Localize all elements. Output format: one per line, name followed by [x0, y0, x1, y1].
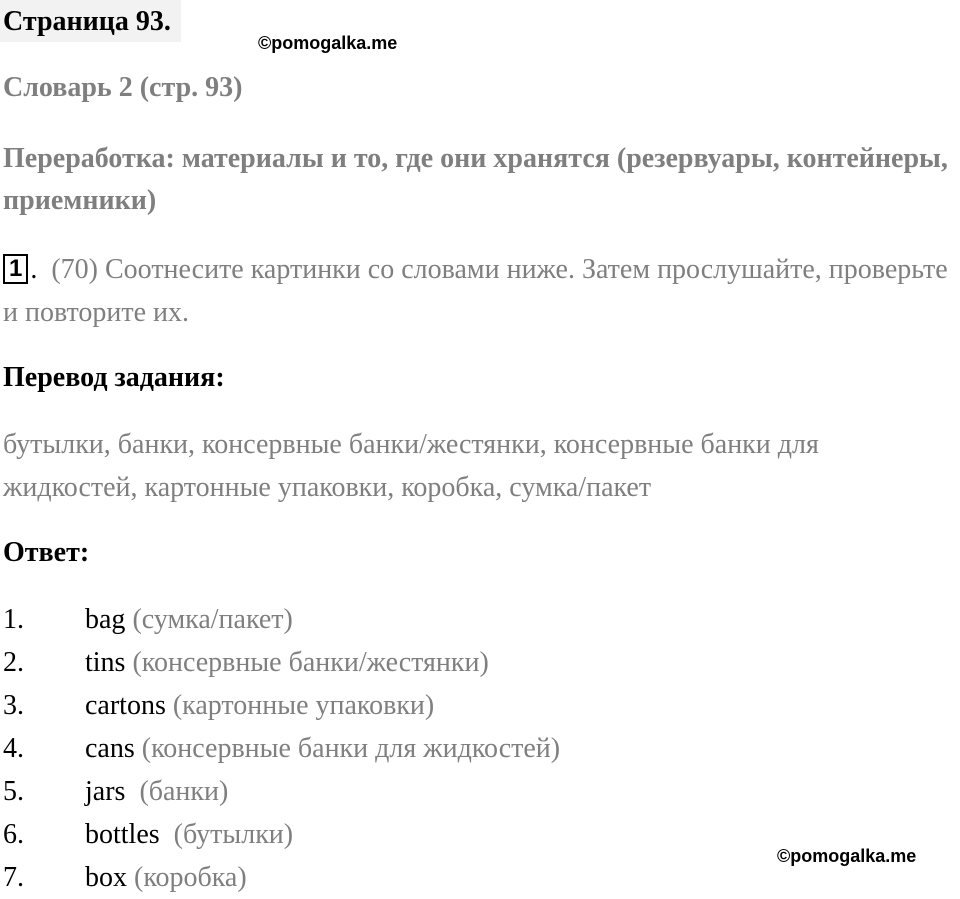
task-number-badge: 1 — [3, 254, 28, 284]
answer-word: box — [85, 862, 127, 893]
answer-word: bottles — [85, 819, 160, 850]
answer-item — [3, 598, 560, 641]
answer-translation: (коробка) — [127, 862, 247, 893]
translation-heading: Перевод задания: — [3, 362, 225, 393]
watermark-top: ©pomogalka.me — [258, 33, 398, 53]
answer-word: cans — [85, 733, 135, 764]
answer-number: 5. — [3, 776, 24, 807]
answer-translation: (консервные банки/жестянки) — [125, 647, 489, 678]
answer-number: 7. — [3, 862, 24, 893]
answer-item — [3, 856, 560, 899]
task-text: (70) Соотнесите картинки со словами ниже. Затем прослушайте, проверьте и повторите их. — [3, 254, 948, 328]
section-title: Словарь 2 (стр. 93) — [3, 72, 243, 103]
answer-heading: Ответ: — [3, 537, 90, 568]
answer-translation: (сумка/пакет) — [125, 604, 293, 635]
section-subtitle: Переработка: материалы и то, где они хранятся (резервуары, контейнеры, приемники) — [3, 143, 948, 216]
answer-translation: (банки) — [125, 776, 229, 807]
answer-item — [3, 813, 560, 856]
answer-number: 6. — [3, 819, 24, 850]
answer-item — [3, 641, 560, 684]
answer-item — [3, 770, 560, 813]
task-block — [3, 248, 958, 334]
answer-number: 1. — [3, 604, 24, 635]
answer-item — [3, 684, 560, 727]
answer-number: 4. — [3, 733, 24, 764]
answer-translation: (консервные банки для жидкостей) — [134, 733, 561, 764]
answer-word: jars — [85, 776, 126, 807]
answer-word: tins — [85, 647, 126, 678]
answer-word: cartons — [85, 690, 166, 721]
watermark-bottom: ©pomogalka.me — [777, 846, 917, 866]
answer-number: 2. — [3, 647, 24, 678]
task-number-dot: . — [30, 254, 38, 285]
answer-item — [3, 727, 560, 770]
translation-text: бутылки, банки, консервные банки/жестянки, консервные банки для жидкостей, картонные упаковки, коробка, сумка/пакет — [3, 429, 819, 503]
answer-list — [3, 598, 560, 899]
page-title: Страница 93. — [0, 0, 181, 42]
answer-translation: (картонные упаковки) — [165, 690, 435, 721]
answer-translation: (бутылки) — [159, 819, 294, 850]
answer-word: bag — [85, 604, 126, 635]
answer-number: 3. — [3, 690, 24, 721]
